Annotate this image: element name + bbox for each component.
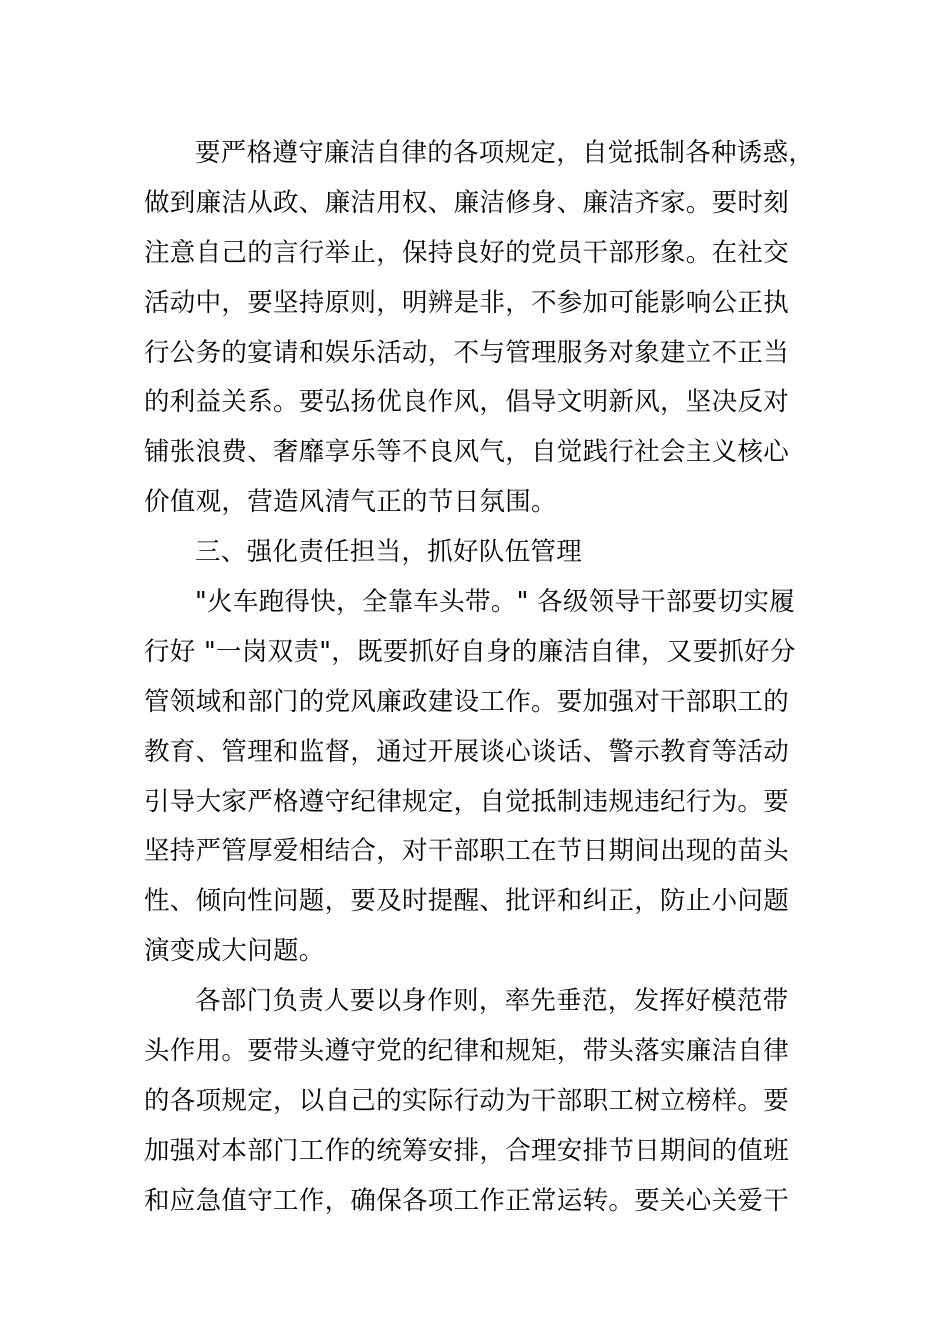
text-line: 管领域和部门的党风廉政建设工作。要加强对干部职工的 [144,686,790,717]
text-line: 做到廉洁从政、廉洁用权、廉洁修身、廉洁齐家。要时刻 [144,187,790,218]
text-line: 行公务的宴请和娱乐活动，不与管理服务对象建立不正当 [144,337,790,368]
text-line: 头作用。要带头遵守党的纪律和规矩，带头落实廉洁自律 [144,1035,790,1066]
section-heading [144,528,844,578]
text-line: 教育、管理和监督，通过开展谈心谈话、警示教育等活动 [144,736,790,767]
text-line: 价值观，营造风清气正的节日氛围。 [144,487,557,518]
text-line: 加强对本部门工作的统筹安排，合理安排节日期间的值班 [144,1135,790,1166]
text-line: 注意自己的言行举止，保持良好的党员干部形象。在社交 [144,237,790,268]
text-line: 和应急值守工作，确保各项工作正常运转。要关心关爱干 [144,1185,790,1216]
text-line: 演变成大问题。 [144,936,325,967]
paragraph-1 [144,129,844,528]
text-line: 要严格遵守廉洁自律的各项规定，自觉抵制各种诱惑， [195,138,815,168]
text-line: "火车跑得快，全靠车头带。" 各级领导干部要切实履 [195,587,796,617]
paragraph-3 [144,977,844,1226]
text-line: 行好 "一岗双责"，既要抓好自身的廉洁自律，又要抓好分 [144,636,796,667]
text-line: 铺张浪费、奢靡享乐等不良风气，自觉践行社会主义核心 [144,437,790,468]
text-line: 性、倾向性问题，要及时提醒、批评和纠正，防止小问题 [144,886,790,917]
text-line: 的各项规定，以自己的实际行动为干部职工树立榜样。要 [144,1085,790,1116]
heading-line: 三、强化责任担当，抓好队伍管理 [195,537,583,567]
text-line: 引导大家严格遵守纪律规定，自觉抵制违规违纪行为。要 [144,786,790,817]
text-line: 各部门负责人要以身作则，率先垂范，发挥好模范带 [195,986,789,1016]
text-line: 活动中，要坚持原则，明辨是非，不参加可能影响公正执 [144,287,790,318]
text-line: 的利益关系。要弘扬优良作风，倡导文明新风，坚决反对 [144,387,790,418]
text-line: 坚持严管厚爱相结合，对干部职工在节日期间出现的苗头 [144,836,790,867]
paragraph-2 [144,578,844,977]
